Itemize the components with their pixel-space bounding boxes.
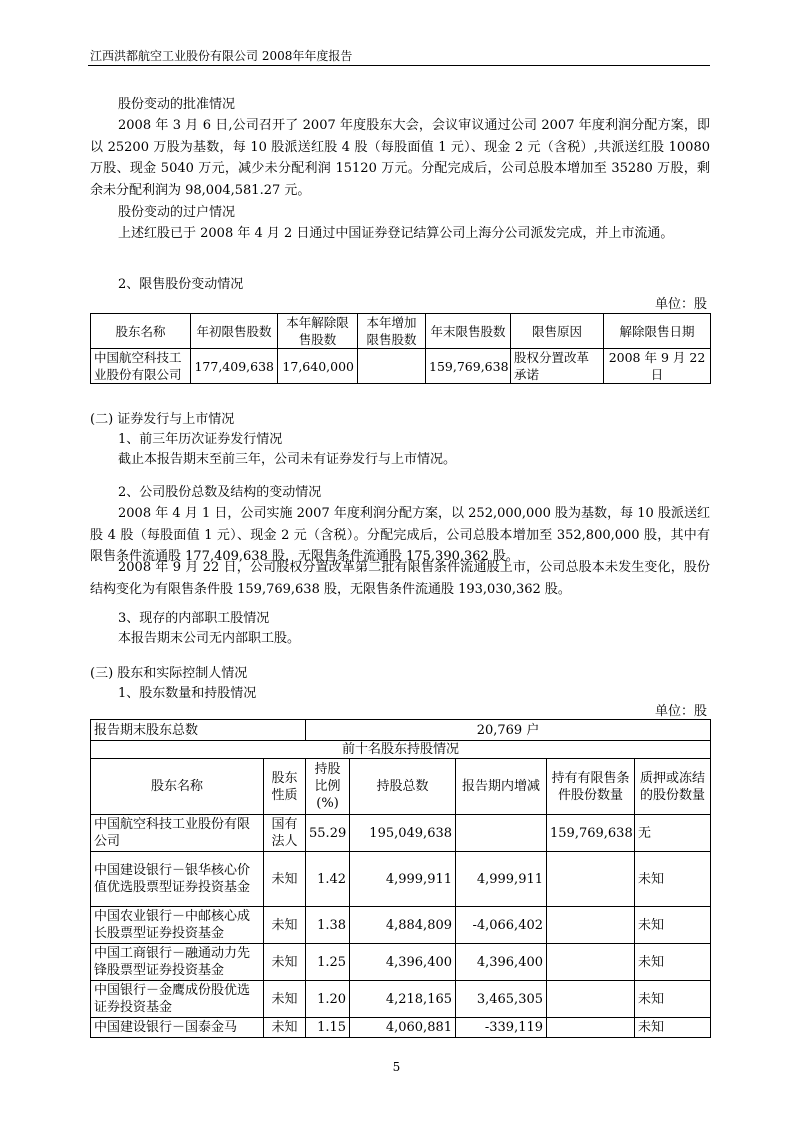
- heading: 股份变动的过户情况: [118, 205, 236, 220]
- cell: 1.20: [306, 981, 350, 1018]
- cell: 中国航空科技工业股份有限公司: [91, 815, 264, 852]
- total-label: 报告期末股东总数: [91, 720, 306, 741]
- paragraph: 本报告期末公司无内部职工股。: [118, 631, 301, 646]
- cell: 1.25: [306, 944, 350, 981]
- cell: 未知: [635, 852, 711, 907]
- cell: 1.38: [306, 907, 350, 944]
- cell: 1.42: [306, 852, 350, 907]
- top10-caption: 前十名股东持股情况: [91, 741, 711, 759]
- cell: 中国工商银行－融通动力先锋股票型证券投资基金: [91, 944, 264, 981]
- table-row: [91, 981, 711, 1018]
- cell: 159,769,638: [547, 815, 635, 852]
- cell: 17,640,000: [278, 349, 358, 384]
- total-value: 20,769 户: [306, 720, 711, 741]
- cell: 3,465,305: [456, 981, 547, 1018]
- col-header: 股东性质: [264, 759, 306, 815]
- cell: 4,060,881: [350, 1018, 456, 1038]
- cell: [547, 944, 635, 981]
- cell: 未知: [635, 981, 711, 1018]
- cell: 177,409,638: [191, 349, 278, 384]
- cell: [547, 1018, 635, 1038]
- col-header: 持股比例(%): [306, 759, 350, 815]
- paragraph: 2008 年 3 月 6 日,公司召开了 2007 年度股东大会，会议审议通过公司 2007 年度利润分配方案，即以 25200 万股为基数，每 10 股派送红股 4 股（每股面值 1 元）、现金 2 元（含税）,共派送红股 10080 万股、现金 5040 万元，减少未分配利润 15120 万元。分配完成后，公司总股本增加至 35280 万股，剩余未分配利润为 98,004,581.27 元。: [90, 118, 710, 198]
- header-rule: [88, 65, 710, 66]
- subheading: 3、现存的内部职工股情况: [118, 611, 270, 626]
- paragraph: 2008 年 9 月 22 日，公司股权分置改革第二批有限售条件流通股上市，公司总股本未发生变化，股份结构变化为有限售条件股 159,769,638 股，无限售条件流通股 193,030,362 股。: [90, 560, 710, 597]
- cell: 中国银行－金鹰成份股优选证券投资基金: [91, 981, 264, 1018]
- heading: 2、限售股份变动情况: [118, 277, 244, 292]
- cell: 未知: [264, 1018, 306, 1038]
- cell: 未知: [264, 944, 306, 981]
- cell: -4,066,402: [456, 907, 547, 944]
- cell: 4,999,911: [350, 852, 456, 907]
- cell: 未知: [635, 907, 711, 944]
- col-header: 本年解除限售股数: [278, 314, 358, 349]
- cell: 159,769,638: [426, 349, 511, 384]
- subheading: 1、前三年历次证券发行情况: [118, 432, 283, 447]
- subheading: 1、股东数量和持股情况: [118, 686, 257, 701]
- cell: 无: [635, 815, 711, 852]
- cell: 未知: [264, 981, 306, 1018]
- cell: 195,049,638: [350, 815, 456, 852]
- table-row: [91, 1018, 711, 1038]
- col-header: 股东名称: [91, 314, 191, 349]
- col-header: 持有有限售条件股份数量: [547, 759, 635, 815]
- running-header: 江西洪都航空工业股份有限公司 2008年年度报告: [90, 49, 353, 63]
- col-header: 解除限售日期: [604, 314, 711, 349]
- col-header: 年末限售股数: [426, 314, 511, 349]
- col-header: 年初限售股数: [191, 314, 278, 349]
- heading: 股份变动的批准情况: [118, 97, 236, 112]
- heading: (三) 股东和实际控制人情况: [90, 666, 248, 681]
- cell: 中国建设银行－国泰金马: [91, 1018, 264, 1038]
- cell: 4,218,165: [350, 981, 456, 1018]
- restricted-shares-table: [90, 313, 711, 384]
- heading: (二) 证券发行与上市情况: [90, 412, 235, 427]
- cell: 未知: [635, 944, 711, 981]
- cell: 未知: [264, 907, 306, 944]
- cell: 1.15: [306, 1018, 350, 1038]
- table-row: [91, 852, 711, 907]
- cell: [456, 815, 547, 852]
- shareholders-table: [90, 719, 711, 1038]
- col-header: 报告期内增减: [456, 759, 547, 815]
- unit-label: 单位：股: [654, 704, 707, 719]
- cell: 中国航空科技工业股份有限公司: [91, 349, 191, 384]
- cell: 4,884,809: [350, 907, 456, 944]
- table-row: [91, 349, 711, 384]
- cell: 2008 年 9 月 22 日: [604, 349, 711, 384]
- subheading: 2、公司股份总数及结构的变动情况: [118, 485, 322, 500]
- table-row: [91, 907, 711, 944]
- paragraph: 上述红股已于 2008 年 4 月 2 日通过中国证券登记结算公司上海分公司派发完成，并上市流通。: [118, 226, 674, 241]
- cell: 未知: [264, 852, 306, 907]
- cell: 未知: [635, 1018, 711, 1038]
- col-header: 持股总数: [350, 759, 456, 815]
- cell: 4,396,400: [350, 944, 456, 981]
- table-row: [91, 815, 711, 852]
- cell: 4,999,911: [456, 852, 547, 907]
- paragraph: 2008 年 4 月 1 日，公司实施 2007 年度利润分配方案，以 252,000,000 股为基数，每 10 股派送红股 4 股（每股面值 1 元）、现金 2 元（含税）。分配完成后，公司总股本增加至 352,800,000 股，其中有限售条件流通股 177,409,638 股，无限售条件流通股 175,390,362 股。: [90, 506, 710, 564]
- cell: 55.29: [306, 815, 350, 852]
- cell: 4,396,400: [456, 944, 547, 981]
- page-number: 5: [392, 1060, 401, 1074]
- cell: 股权分置改革承诺: [511, 349, 604, 384]
- table-row: [91, 944, 711, 981]
- unit-label: 单位：股: [654, 297, 707, 312]
- paragraph: 截止本报告期末至前三年，公司未有证券发行与上市情况。: [118, 452, 457, 467]
- col-header: 限售原因: [511, 314, 604, 349]
- col-header: 股东名称: [91, 759, 264, 815]
- cell: -339,119: [456, 1018, 547, 1038]
- cell: [547, 852, 635, 907]
- cell: 国有法人: [264, 815, 306, 852]
- cell: [547, 907, 635, 944]
- col-header: 质押或冻结的股份数量: [635, 759, 711, 815]
- cell: 中国建设银行－银华核心价值优选股票型证券投资基金: [91, 852, 264, 907]
- cell: 中国农业银行－中邮核心成长股票型证券投资基金: [91, 907, 264, 944]
- col-header: 本年增加限售股数: [358, 314, 426, 349]
- cell: [358, 349, 426, 384]
- cell: [547, 981, 635, 1018]
